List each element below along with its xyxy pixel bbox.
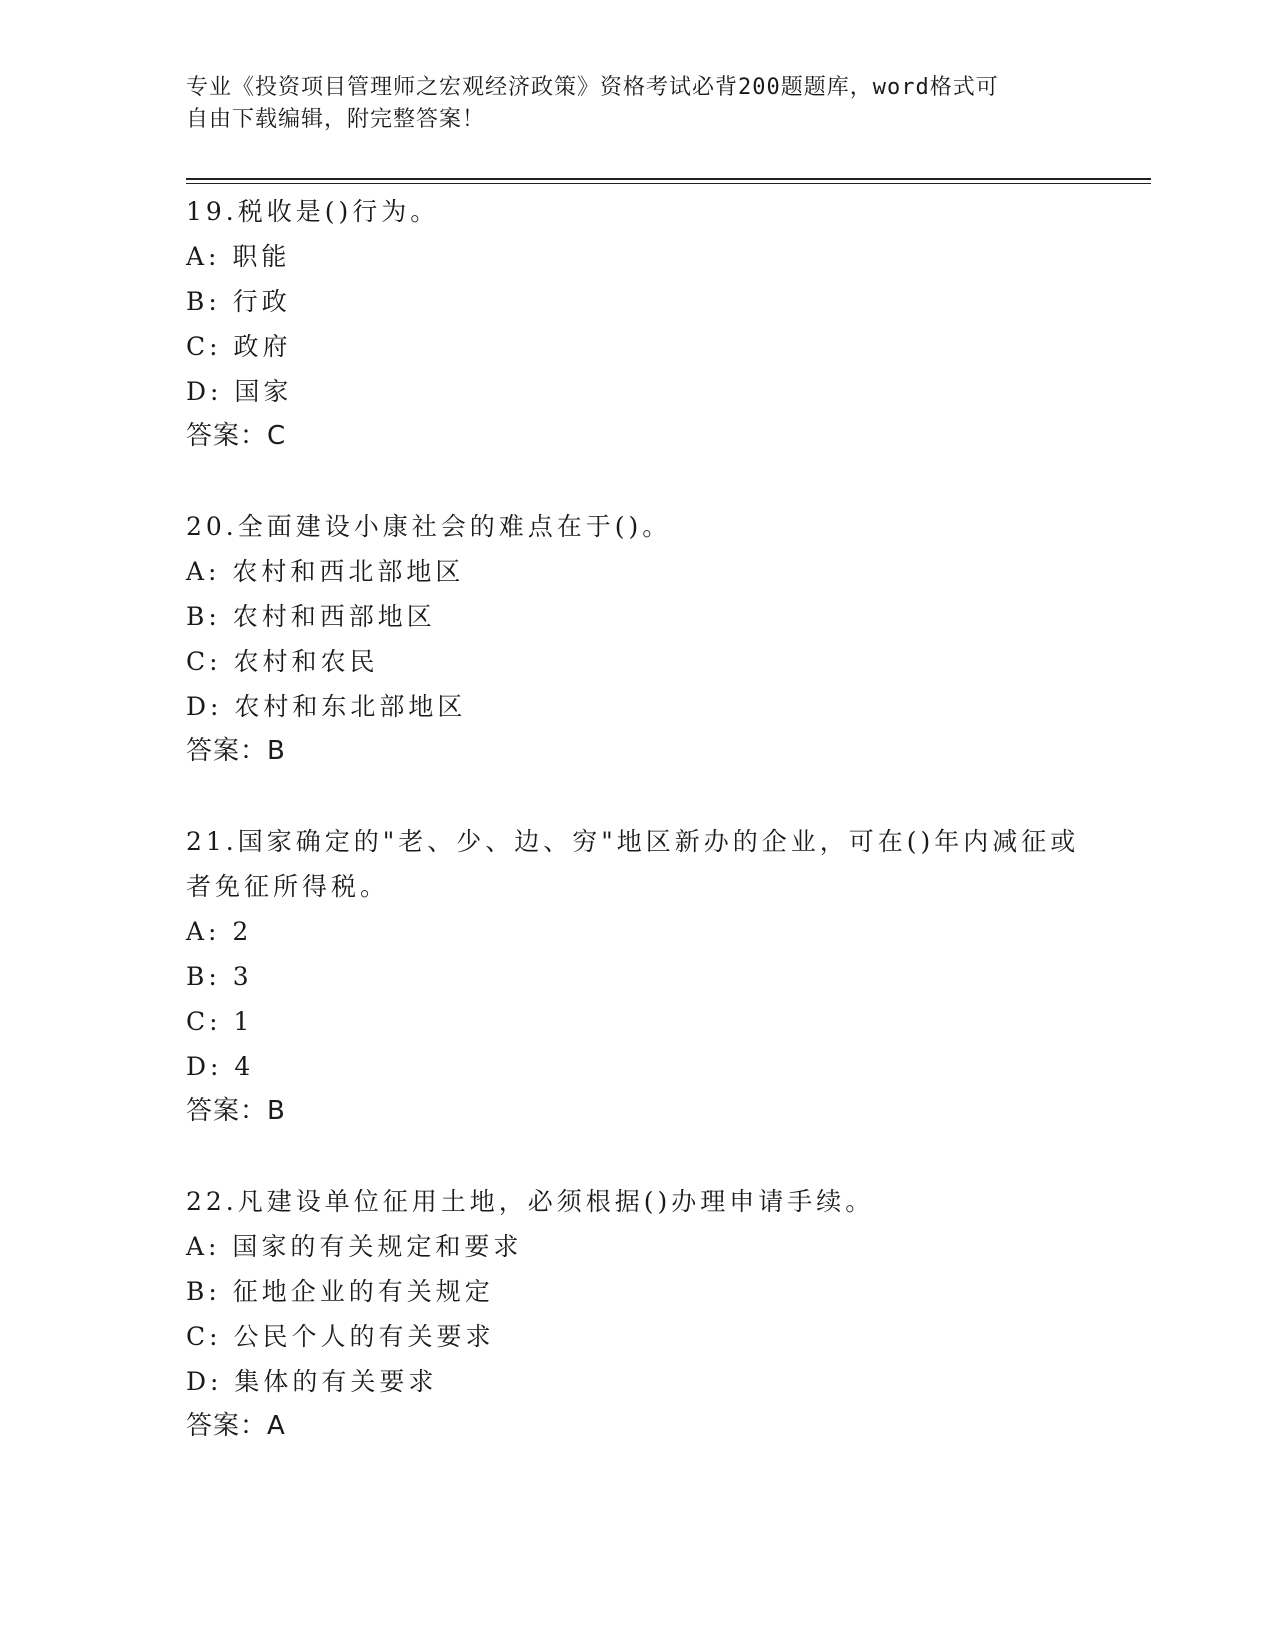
question-list: [186, 189, 1126, 1494]
option-d: D: 农村和东北部地区: [186, 692, 467, 721]
question-22: [186, 1179, 1126, 1449]
answer-line: 答案：B: [186, 1096, 286, 1126]
option-b: B: 3: [186, 962, 253, 991]
option-a: A: 农村和西北部地区: [186, 557, 465, 586]
question-stem: 19.税收是()行为。: [186, 197, 440, 226]
document-header: [186, 72, 1066, 136]
question-stem-line-2: 者免征所得税。: [186, 872, 390, 901]
option-a: A: 国家的有关规定和要求: [186, 1232, 523, 1261]
option-d: D: 集体的有关要求: [186, 1367, 438, 1396]
answer-line: 答案：B: [186, 736, 286, 766]
option-a: A: 职能: [186, 242, 291, 271]
option-d: D: 国家: [186, 377, 293, 406]
header-divider-thick: [186, 178, 1151, 180]
option-b: B: 农村和西部地区: [186, 602, 436, 631]
option-c: C: 1: [186, 1007, 254, 1036]
question-stem-line-1: 21.国家确定的"老、少、边、穷"地区新办的企业，可在()年内减征或: [186, 827, 1080, 856]
option-b: B: 行政: [186, 287, 291, 316]
option-a: A: 2: [186, 917, 253, 946]
option-d: D: 4: [186, 1052, 255, 1081]
header-line-2: 自由下载编辑，附完整答案！: [186, 107, 486, 132]
question-19: [186, 189, 1126, 459]
question-20: [186, 504, 1126, 774]
question-21: [186, 819, 1126, 1134]
option-c: C: 政府: [186, 332, 292, 361]
question-stem: 20.全面建设小康社会的难点在于()。: [186, 512, 672, 541]
option-b: B: 征地企业的有关规定: [186, 1277, 494, 1306]
answer-line: 答案：C: [186, 421, 287, 451]
option-c: C: 公民个人的有关要求: [186, 1322, 495, 1351]
header-divider-thin: [186, 183, 1151, 184]
question-stem: 22.凡建设单位征用土地，必须根据()办理申请手续。: [186, 1187, 875, 1216]
option-c: C: 农村和农民: [186, 647, 379, 676]
header-line-1: 专业《投资项目管理师之宏观经济政策》资格考试必背200题题库，word格式可: [186, 75, 999, 100]
answer-line: 答案：A: [186, 1411, 286, 1441]
